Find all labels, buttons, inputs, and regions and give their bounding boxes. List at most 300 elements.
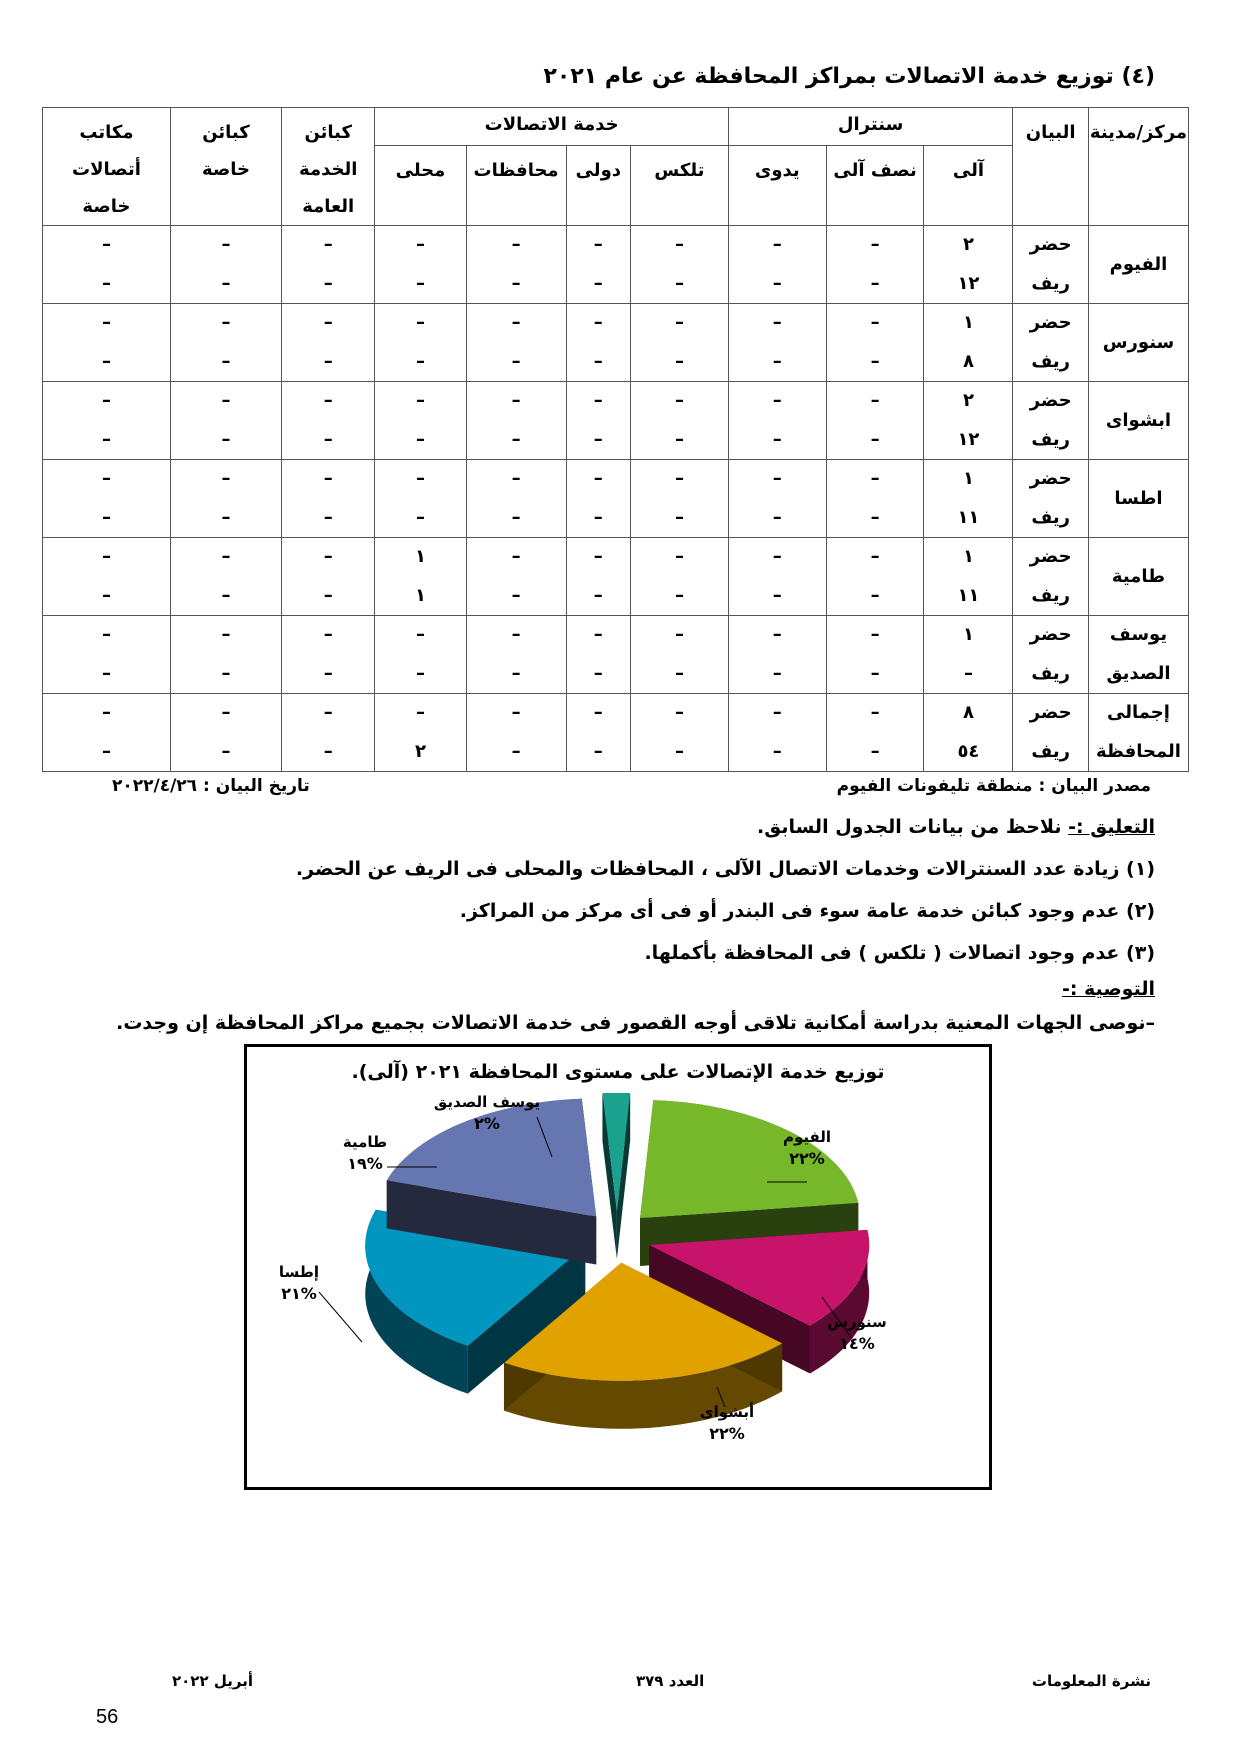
comment-point-1: (١) زيادة عدد السنترالات وخدمات الاتصال الآلى ، المحافظات والمحلى فى الريف عن الحضر. (295, 858, 1155, 880)
table-cell (43, 694, 171, 772)
rural-value: – (870, 428, 880, 450)
urban-value: – (221, 702, 231, 724)
center-name-line1: إجمالى (1107, 702, 1170, 724)
rural-value: – (674, 584, 684, 606)
table-cell (466, 538, 566, 616)
urban-value: ٨ (962, 702, 974, 724)
rural-value: ١٢ (957, 428, 980, 450)
slice-label: الفيوم (782, 1128, 832, 1146)
table-cell (826, 460, 924, 538)
table-cell (826, 304, 924, 382)
table-cell (282, 304, 375, 382)
urban-value: – (870, 546, 880, 568)
row-statement (1013, 304, 1089, 382)
urban-label: حضر (1029, 312, 1072, 334)
rural-value: – (593, 272, 603, 294)
table-cell (728, 694, 826, 772)
urban-value: – (772, 390, 782, 412)
rural-value: – (511, 740, 521, 762)
rural-value: – (511, 662, 521, 684)
rural-value: – (101, 506, 111, 528)
urban-label: حضر (1029, 390, 1072, 412)
rural-value: – (593, 350, 603, 372)
center-name-line2: المحافظة (1096, 740, 1181, 762)
table-row (43, 616, 1189, 694)
rural-value: – (772, 584, 782, 606)
slice-percent: %٢ (474, 1114, 500, 1133)
table-cell (282, 460, 375, 538)
table-cell (566, 226, 630, 304)
urban-value: – (221, 390, 231, 412)
rural-value: – (870, 506, 880, 528)
urban-value: – (323, 390, 333, 412)
table-cell (924, 460, 1013, 538)
table-cell (170, 226, 281, 304)
recommendation-text: –نوصى الجهات المعنية بدراسة أمكانية تلاقى أوجه القصور فى خدمة الاتصالات بجميع مراكز المحافظة إن وجدت. (116, 1012, 1155, 1034)
urban-value: – (674, 624, 684, 646)
table-cell (826, 538, 924, 616)
urban-value: – (415, 312, 425, 334)
col-center: مركز/مدينة (1088, 108, 1188, 226)
row-center-name (1088, 694, 1188, 772)
row-center-name (1088, 382, 1188, 460)
slice-percent: %٢٢ (709, 1424, 745, 1443)
table-cell (631, 304, 729, 382)
footer-publication: نشرة المعلومات (1031, 1672, 1151, 1690)
urban-value: – (772, 546, 782, 568)
table-cell (631, 616, 729, 694)
row-statement (1013, 382, 1089, 460)
rural-value: – (511, 272, 521, 294)
urban-value: – (221, 312, 231, 334)
urban-value: – (674, 468, 684, 490)
center-name-line2: الصديق (1106, 662, 1171, 684)
rural-label: ريف (1031, 428, 1070, 450)
urban-value: – (221, 624, 231, 646)
rural-value: – (221, 584, 231, 606)
table-cell (631, 382, 729, 460)
rural-value: ١١ (957, 506, 980, 528)
col-central: سنترال (728, 108, 1013, 146)
rural-value: ١١ (957, 584, 980, 606)
comment-line (757, 816, 1155, 838)
table-row (43, 226, 1189, 304)
urban-value: – (870, 234, 880, 256)
footer-issue: العدد ٣٧٩ (636, 1672, 705, 1690)
row-center-name (1088, 460, 1188, 538)
urban-value: – (101, 546, 111, 568)
pie-chart (247, 1047, 989, 1487)
rural-value: – (101, 350, 111, 372)
rural-value: – (674, 272, 684, 294)
rural-value: – (101, 428, 111, 450)
table-cell (566, 538, 630, 616)
urban-value: – (323, 312, 333, 334)
col-statement: البيان (1013, 108, 1089, 226)
rural-value: – (593, 428, 603, 450)
rural-value: – (221, 428, 231, 450)
leader-line (319, 1292, 362, 1342)
table-cell (375, 226, 466, 304)
urban-value: – (674, 390, 684, 412)
table-cell (728, 460, 826, 538)
rural-value: – (870, 272, 880, 294)
table-cell (728, 304, 826, 382)
table-cell (43, 226, 171, 304)
row-statement (1013, 538, 1089, 616)
urban-value: – (674, 234, 684, 256)
urban-value: – (511, 702, 521, 724)
rural-value: – (415, 506, 425, 528)
rural-value: – (870, 584, 880, 606)
col-intl: دولى (566, 145, 630, 225)
rural-label: ريف (1031, 584, 1070, 606)
table-cell (282, 226, 375, 304)
table-cell (826, 694, 924, 772)
slice-label: سنورس (827, 1313, 887, 1331)
center-name: الفيوم (1109, 253, 1168, 275)
urban-value: – (323, 624, 333, 646)
rural-value: – (221, 350, 231, 372)
rural-value: – (772, 350, 782, 372)
rural-value: – (323, 506, 333, 528)
row-statement (1013, 616, 1089, 694)
urban-value: – (593, 234, 603, 256)
table-cell (924, 538, 1013, 616)
table-cell (170, 460, 281, 538)
row-statement (1013, 226, 1089, 304)
col-manual: يدوى (728, 145, 826, 225)
urban-value: – (870, 312, 880, 334)
urban-value: – (101, 624, 111, 646)
urban-value: – (593, 624, 603, 646)
rural-value: – (415, 350, 425, 372)
page-title: (٤) توزيع خدمة الاتصالات بمراكز المحافظة عن عام ٢٠٢١ (543, 64, 1155, 89)
rural-value: – (323, 662, 333, 684)
slice-percent: %٢١ (281, 1284, 317, 1303)
col-auto: آلى (924, 145, 1013, 225)
urban-value: – (221, 234, 231, 256)
table-cell (170, 304, 281, 382)
data-source: مصدر البيان : منطقة تليفونات الفيوم (836, 776, 1151, 796)
rural-value: – (772, 428, 782, 450)
rural-value: ١ (414, 584, 426, 606)
col-private-offices: مكاتب أتصالات خاصة (43, 108, 171, 226)
rural-value: – (323, 740, 333, 762)
urban-value: – (674, 702, 684, 724)
slice-percent: %٢٢ (789, 1149, 825, 1168)
rural-value: – (772, 506, 782, 528)
urban-value: ١ (962, 624, 974, 646)
urban-value: – (323, 234, 333, 256)
table-row (43, 694, 1189, 772)
rural-value: – (323, 350, 333, 372)
col-telecom-service: خدمة الاتصالات (375, 108, 728, 146)
urban-value: – (593, 312, 603, 334)
urban-value: – (101, 702, 111, 724)
slice-percent: %١٩ (347, 1154, 383, 1173)
rural-label: ريف (1031, 350, 1070, 372)
table-cell (566, 460, 630, 538)
col-governorates: محافظات (466, 145, 566, 225)
rural-value: – (221, 272, 231, 294)
table-cell (566, 694, 630, 772)
rural-value: ١٢ (957, 272, 980, 294)
table-cell (924, 382, 1013, 460)
table-cell (170, 382, 281, 460)
rural-value: – (772, 740, 782, 762)
comment-point-3: (٣) عدم وجود اتصالات ( تلكس ) فى المحافظة بأكملها. (644, 942, 1155, 964)
rural-value: – (870, 350, 880, 372)
rural-value: – (221, 662, 231, 684)
urban-label: حضر (1029, 702, 1072, 724)
urban-value: – (772, 234, 782, 256)
rural-label: ريف (1031, 662, 1070, 684)
table-cell (566, 616, 630, 694)
table-cell (826, 382, 924, 460)
urban-value: – (674, 312, 684, 334)
urban-value: – (772, 702, 782, 724)
urban-value: – (772, 468, 782, 490)
table-row (43, 382, 1189, 460)
data-date: تاريخ البيان : ٢٠٢٢/٤/٢٦ (112, 776, 310, 796)
rural-label: ريف (1031, 740, 1070, 762)
urban-value: – (415, 390, 425, 412)
urban-value: ١ (962, 312, 974, 334)
table-cell (375, 382, 466, 460)
table-cell (924, 226, 1013, 304)
col-private-entities: كبائن خاصة (170, 108, 281, 226)
urban-value: ١ (414, 546, 426, 568)
table-cell (566, 382, 630, 460)
center-name: سنورس (1102, 331, 1175, 353)
urban-value: – (101, 234, 111, 256)
urban-value: – (870, 624, 880, 646)
table-cell (170, 694, 281, 772)
table-cell (466, 616, 566, 694)
chart-title: توزيع خدمة الإتصالات على مستوى المحافظة ٢٠٢١ (آلى). (351, 1061, 885, 1083)
col-local: محلى (375, 145, 466, 225)
urban-value: – (772, 624, 782, 646)
table-cell (631, 538, 729, 616)
rural-value: – (593, 506, 603, 528)
rural-value: – (674, 662, 684, 684)
rural-value: – (323, 272, 333, 294)
row-center-name (1088, 226, 1188, 304)
urban-value: – (323, 546, 333, 568)
urban-value: – (415, 234, 425, 256)
table-row (43, 538, 1189, 616)
urban-value: ٢ (962, 390, 974, 412)
urban-value: ١ (962, 468, 974, 490)
urban-value: – (101, 468, 111, 490)
center-name: اطسا (1114, 487, 1163, 509)
table-cell (43, 382, 171, 460)
urban-value: – (511, 234, 521, 256)
urban-value: – (870, 702, 880, 724)
rural-value: – (963, 662, 973, 684)
urban-label: حضر (1029, 546, 1072, 568)
urban-value: – (101, 390, 111, 412)
rural-value: – (511, 584, 521, 606)
table-row (43, 460, 1189, 538)
telecom-table (42, 107, 1189, 772)
slice-label: إطسا (278, 1263, 320, 1281)
page-number: 56 (96, 1706, 119, 1728)
table-cell (466, 460, 566, 538)
slice-label: يوسف الصديق (433, 1093, 541, 1111)
table-cell (43, 460, 171, 538)
urban-value: – (415, 624, 425, 646)
col-semi-auto: نصف آلى (826, 145, 924, 225)
center-name-line1: يوسف (1109, 624, 1168, 646)
urban-value: ١ (962, 546, 974, 568)
rural-value: – (415, 428, 425, 450)
urban-label: حضر (1029, 234, 1072, 256)
rural-value: ٥٤ (957, 740, 980, 762)
col-telex: تلكس (631, 145, 729, 225)
rural-value: – (674, 428, 684, 450)
table-cell (924, 304, 1013, 382)
rural-value: – (511, 350, 521, 372)
table-cell (566, 304, 630, 382)
table-cell (282, 382, 375, 460)
table-cell (43, 304, 171, 382)
table-cell (43, 616, 171, 694)
urban-value: – (101, 312, 111, 334)
urban-value: – (674, 546, 684, 568)
urban-value: – (870, 390, 880, 412)
table-cell (466, 226, 566, 304)
rural-value: – (674, 740, 684, 762)
table-cell (728, 226, 826, 304)
table-cell (826, 616, 924, 694)
table-cell (375, 304, 466, 382)
row-statement (1013, 460, 1089, 538)
table-cell (631, 226, 729, 304)
table-cell (282, 538, 375, 616)
rural-value: – (101, 584, 111, 606)
slice-label: طامية (342, 1133, 388, 1151)
rural-value: – (323, 584, 333, 606)
urban-label: حضر (1029, 624, 1072, 646)
rural-value: – (511, 506, 521, 528)
table-cell (631, 460, 729, 538)
table-cell (43, 538, 171, 616)
table-cell (728, 538, 826, 616)
table-cell (826, 226, 924, 304)
comment-point-2: (٢) عدم وجود كبائن خدمة عامة سوء فى البندر أو فى أى مركز من المراكز. (459, 900, 1155, 922)
row-statement (1013, 694, 1089, 772)
table-cell (631, 694, 729, 772)
rural-value: ٢ (414, 740, 426, 762)
rural-value: – (511, 428, 521, 450)
table-cell (170, 538, 281, 616)
table-cell (728, 616, 826, 694)
urban-value: – (323, 702, 333, 724)
table-cell (375, 538, 466, 616)
table-cell (282, 694, 375, 772)
table-cell (375, 460, 466, 538)
row-center-name (1088, 304, 1188, 382)
urban-value: – (323, 468, 333, 490)
rural-value: – (674, 350, 684, 372)
center-name: طامية (1111, 565, 1166, 587)
table-cell (375, 694, 466, 772)
comment-intro: نلاحظ من بيانات الجدول السابق. (756, 816, 1062, 838)
pie-chart-box (244, 1044, 992, 1490)
urban-value: – (511, 624, 521, 646)
table-cell (375, 616, 466, 694)
rural-value: – (415, 272, 425, 294)
rural-value: – (415, 662, 425, 684)
rural-value: – (221, 740, 231, 762)
table-row (43, 304, 1189, 382)
table-cell (728, 382, 826, 460)
rural-value: – (101, 740, 111, 762)
recommendation-label: التوصية :- (1061, 978, 1155, 1000)
slice-percent: %١٤ (839, 1334, 875, 1353)
rural-value: – (101, 662, 111, 684)
rural-value: – (593, 740, 603, 762)
table-cell (924, 616, 1013, 694)
urban-value: – (593, 702, 603, 724)
pie-slice (602, 1093, 630, 1259)
urban-value: ٢ (962, 234, 974, 256)
urban-value: – (511, 312, 521, 334)
row-center-name (1088, 616, 1188, 694)
rural-value: – (593, 584, 603, 606)
row-center-name (1088, 538, 1188, 616)
rural-value: – (674, 506, 684, 528)
urban-value: – (221, 546, 231, 568)
table-cell (170, 616, 281, 694)
table-cell (282, 616, 375, 694)
urban-value: – (511, 390, 521, 412)
center-name: ابشواى (1105, 409, 1172, 431)
rural-label: ريف (1031, 506, 1070, 528)
slice-label: أبشواى (699, 1403, 755, 1421)
urban-value: – (415, 702, 425, 724)
urban-value: – (415, 468, 425, 490)
urban-label: حضر (1029, 468, 1072, 490)
rural-value: – (323, 428, 333, 450)
rural-value: – (772, 272, 782, 294)
comment-label: التعليق :- (1068, 816, 1155, 838)
rural-value: ٨ (962, 350, 974, 372)
urban-value: – (221, 468, 231, 490)
table-cell (466, 304, 566, 382)
urban-value: – (511, 546, 521, 568)
urban-value: – (511, 468, 521, 490)
rural-value: – (772, 662, 782, 684)
table-cell (924, 694, 1013, 772)
rural-value: – (870, 662, 880, 684)
table-cell (466, 694, 566, 772)
urban-value: – (593, 546, 603, 568)
urban-value: – (593, 390, 603, 412)
rural-value: – (870, 740, 880, 762)
urban-value: – (772, 312, 782, 334)
urban-value: – (593, 468, 603, 490)
rural-value: – (593, 662, 603, 684)
footer-date: أبريل ٢٠٢٢ (172, 1672, 253, 1690)
rural-label: ريف (1031, 272, 1070, 294)
rural-value: – (101, 272, 111, 294)
table-cell (466, 382, 566, 460)
urban-value: – (870, 468, 880, 490)
rural-value: – (221, 506, 231, 528)
